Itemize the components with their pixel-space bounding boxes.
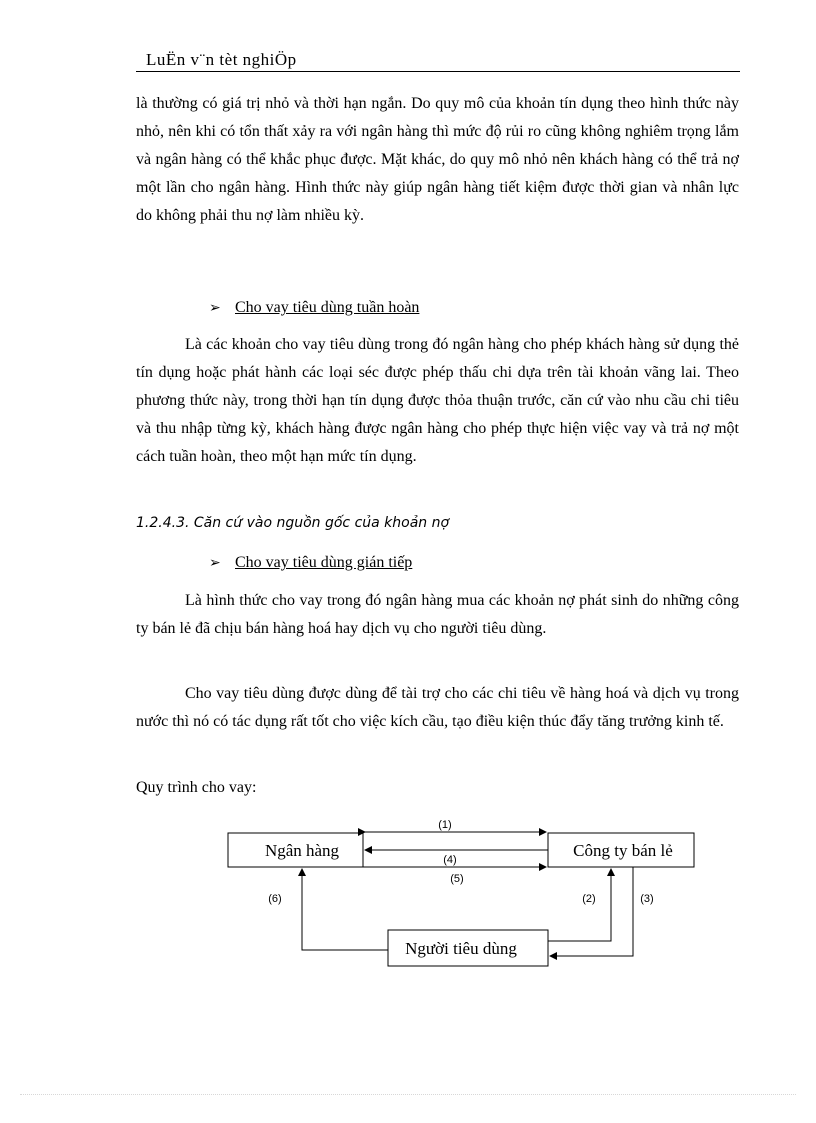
step-6-label: (6) [268, 893, 282, 905]
process-label: Quy trình cho vay: [136, 779, 257, 796]
paragraph-3: Là hình thức cho vay trong đó ngân hàng mua các khoản nợ phát sinh do những công ty bán lẻ đã chịu bán hàng hoá hay dịch vụ cho người tiêu dùng. [136, 592, 739, 637]
arrow-bullet-icon: ➢ [209, 556, 221, 571]
bank-label: Ngân hàng [264, 841, 340, 860]
step-5-label: (5) [450, 873, 464, 885]
paragraph-2: Là các khoản cho vay tiêu dùng trong đó ngân hàng cho phép khách hàng sử dụng thẻ tín dụng hoặc phát hành các loại séc được phép thấu chi dựa trên tài khoản vãng lai. Theo phương thức này, trong thời hạn tín dụng được thỏa thuận trước, căn cứ vào nhu cầu chi tiêu và thu nhập từng kỳ, khách hàng được ngân hàng cho phép thực hiện việc vay và trả nợ một cách tuần hoàn, theo một hạn mức tín dụng. [136, 336, 739, 465]
bullet-label: Cho vay tiêu dùng gián tiếp [235, 554, 413, 571]
paragraph-1: là thường có giá trị nhỏ và thời hạn ngắn. Do quy mô của khoản tín dụng theo hình thức này nhỏ, nên khi có tổn thất xảy ra với ngân hàng thì mức độ rủi ro cũng không nghiêm trọng lắm và ngân hàng có thể khắc phục được. Mặt khác, do quy mô nhỏ nên khách hàng có thể trả nợ một lần cho ngân hàng. Hình thức này giúp ngân hàng tiết kiệm được thời gian và nhân lực do không phải thu nợ làm nhiều kỳ. [136, 95, 739, 224]
bullet-label: Cho vay tiêu dùng tuần hoàn [235, 299, 420, 316]
arrow-bullet-icon: ➢ [209, 301, 221, 316]
step-1-label: (1) [438, 819, 452, 831]
arrow-3 [550, 867, 633, 956]
step-3-label: (3) [640, 893, 654, 905]
header-title: LuËn v¨n tèt nghiÖp [146, 50, 297, 69]
section-heading: 1.2.4.3. Căn cứ vào nguồn gốc của khoản nợ [136, 515, 450, 531]
step-4-label: (4) [443, 854, 457, 866]
step-2-label: (2) [582, 893, 596, 905]
page-bottom-rule [20, 1094, 796, 1095]
paragraph-4: Cho vay tiêu dùng được dùng để tài trợ cho các chi tiêu về hàng hoá và dịch vụ trong nước thì nó có tác dụng rất tốt cho việc kích cầu, tạo điều kiện thúc đẩy tăng trưởng kinh tế. [136, 685, 739, 730]
retailer-label: Công ty bán lẻ [573, 841, 673, 860]
consumer-label: Người tiêu dùng [405, 939, 517, 958]
arrow-6 [302, 869, 388, 950]
arrow-2 [548, 869, 611, 941]
